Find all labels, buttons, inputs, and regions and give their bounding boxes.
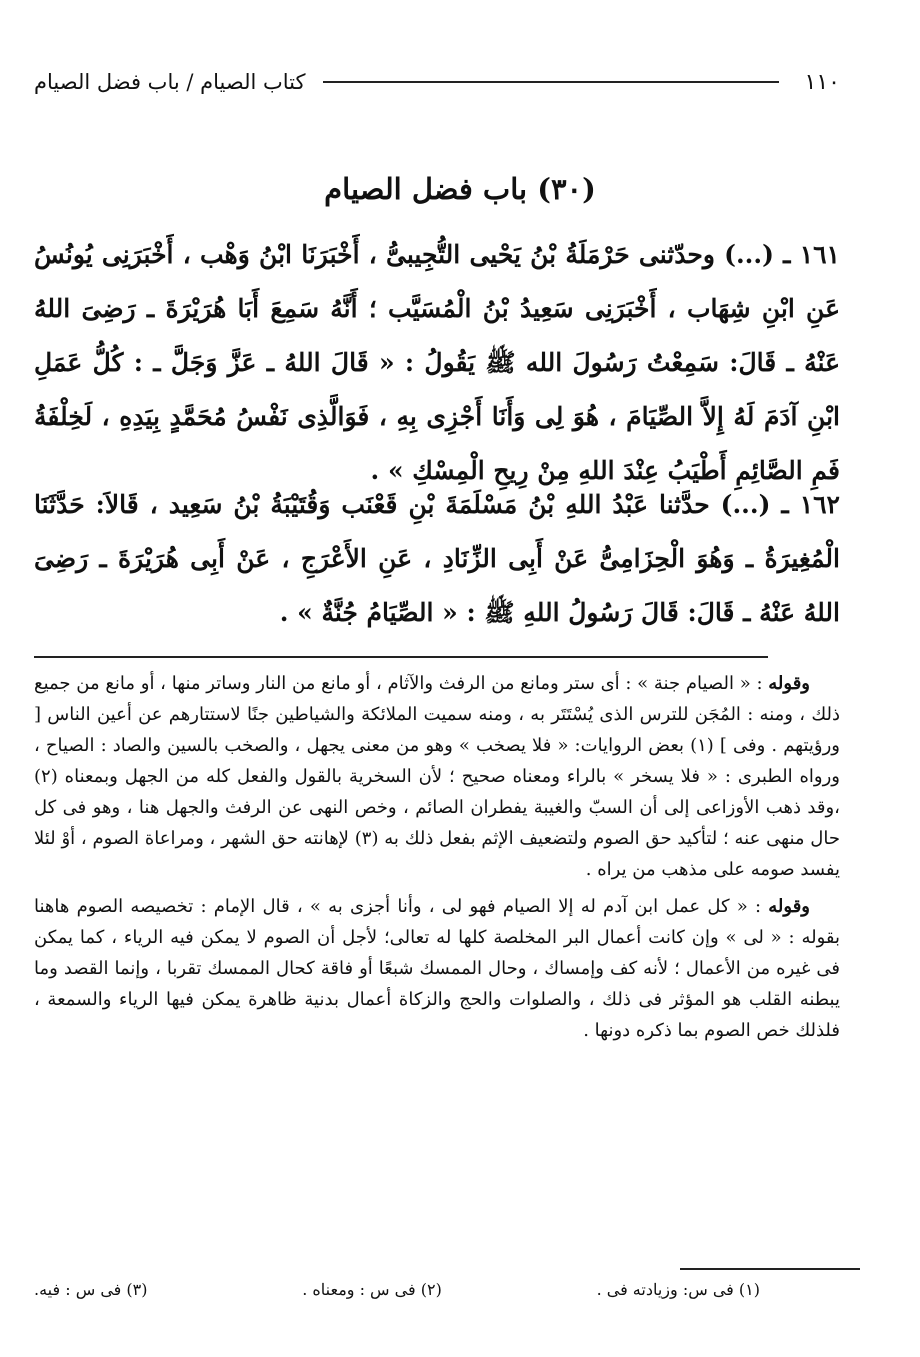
- header-rule: [323, 81, 778, 83]
- footnote-1: (١) فى س: وزيادته فى .: [596, 1280, 760, 1299]
- commentary-text: : « الصيام جنة » : أى ستر ومانع من الرفث والآثام ، أو مانع من النار وساتر منها ، أو مانع من جميع ذلك ، ومنه : المُجَن للترس الذى يُسْتَتَر به ، ومنه سميت الملائكة والشياطين جنًا لاستتارهم عن أعين الناس [ ورؤيتهم . وفى ] (١) بعض الروايات: « فلا يصخب » وهو من معنى يجهل ، والصخب بالسين والصاد : الصياح ، ورواه الطبرى : « فلا يسخر » بالراء ومعناه صحيح ؛ لأن السخرية بالقول والفعل كله من الجهل وبمعناه (٢) ،وقد ذهب الأوزاعى إلى أن السبّ والغيبة يفطران الصائم ، وخص النهى عن الرفث والجهل هنا ، وهو فى كل حال منهى عنه ؛ لتأكيد حق الصوم ولتضعيف الإثم بفعل ذلك به (٣) لإهانته حق الشهر ، ومراعاة الصوم ، أوْ لئلا يفسد صومه على مذهب من يراه .: [34, 673, 841, 880]
- running-title: كتاب الصيام / باب فضل الصيام: [34, 70, 306, 94]
- hadith-161: ١٦١ ـ (...) وحدّثنى حَرْمَلَةُ بْنُ يَحْيى التُّجِيبىُّ ، أَخْبَرَنَا ابْنُ وَهْب ، أَخْبَرَنِى يُونُسُ عَنِ ابْنِ شِهَاب ، أَخْبَرَنِى سَعِيدُ بْنُ الْمُسَيَّب ؛ أَنَّهُ سَمِعَ أَبَا هُرَيْرَةَ ـ رَضِىَ اللهُ عَنْهُ ـ قَالَ: سَمِعْتُ رَسُولَ الله ﷺ يَقُولُ : « قَالَ اللهُ ـ عَزَّ وَجَلَّ ـ : كُلُّ عَمَلِ ابْنِ آدَمَ لَهُ إِلاَّ الصِّيَامَ ، هُوَ لِى وَأَنَا أَجْزِى بِهِ ، فَوَالَّذِى نَفْسُ مُحَمَّدٍ بِيَدِهِ ، لَخِلْفَةُ فَمِ الصَّائِمِ أَطْيَبُ عِنْدَ اللهِ مِنْ رِيحِ الْمِسْكِ » .: [34, 240, 840, 485]
- commentary-paragraph: [34, 891, 840, 1046]
- chapter-title: (٣٠) باب فضل الصيام: [324, 172, 596, 206]
- footnote-2: (٢) فى س : ومعناه .: [302, 1280, 442, 1299]
- hadith-162: ١٦٢ ـ (...) حدَّثنا عَبْدُ اللهِ بْنُ مَسْلَمَةَ بْنِ قَعْنَب وَقُتَيْبَةُ بْنُ سَعِيد ، قَالاَ: حَدَّثَنَا الْمُغِيرَةُ ـ وَهُوَ الْحِزَامِىُّ عَنْ أَبِى الزِّنَادِ ، عَنِ الأَعْرَجِ ، عَنْ أَبِى هُرَيْرَةَ ـ رَضِىَ اللهُ عَنْهُ ـ قَالَ: قَالَ رَسُولُ اللهِ ﷺ : « الصِّيَامُ جُنَّةٌ » .: [34, 490, 840, 627]
- page-number: ١١٠: [804, 69, 840, 95]
- commentary-text: : « كل عمل ابن آدم له إلا الصيام فهو لى ، وأنا أجزى به » ، قال الإمام : تخصيصه الصوم هاهنا بقوله : « لى » وإن كانت أعمال البر المخلصة كلها له تعالى؛ لأجل أن الصوم لا يمكن فيه الرياء ، كما يمكن فى غيره من الأعمال ؛ لأنه كف وإمساك ، وحال الممسك شبعًا أو فاقة كحال الممسك تقربا ، وإنما القصد وما يبطنه القلب هو المؤثر فى ذلك ، والصلوات والحج والزكاة أعمال بدنية ظاهرة يمكن فيها الرياء والسمعة ، فلذلك خص الصوم بما ذكره دونها .: [34, 896, 840, 1041]
- commentary-lead: وقوله: [768, 673, 810, 694]
- commentary: [34, 668, 840, 1052]
- footnote-rule: [680, 1268, 860, 1270]
- footnotes: [34, 1280, 760, 1299]
- footnote-3: (٣) فى س : فيه.: [34, 1280, 148, 1299]
- commentary-lead: وقوله: [768, 896, 810, 917]
- running-header: [34, 62, 840, 102]
- section-divider: [34, 656, 768, 658]
- commentary-paragraph: [34, 668, 840, 885]
